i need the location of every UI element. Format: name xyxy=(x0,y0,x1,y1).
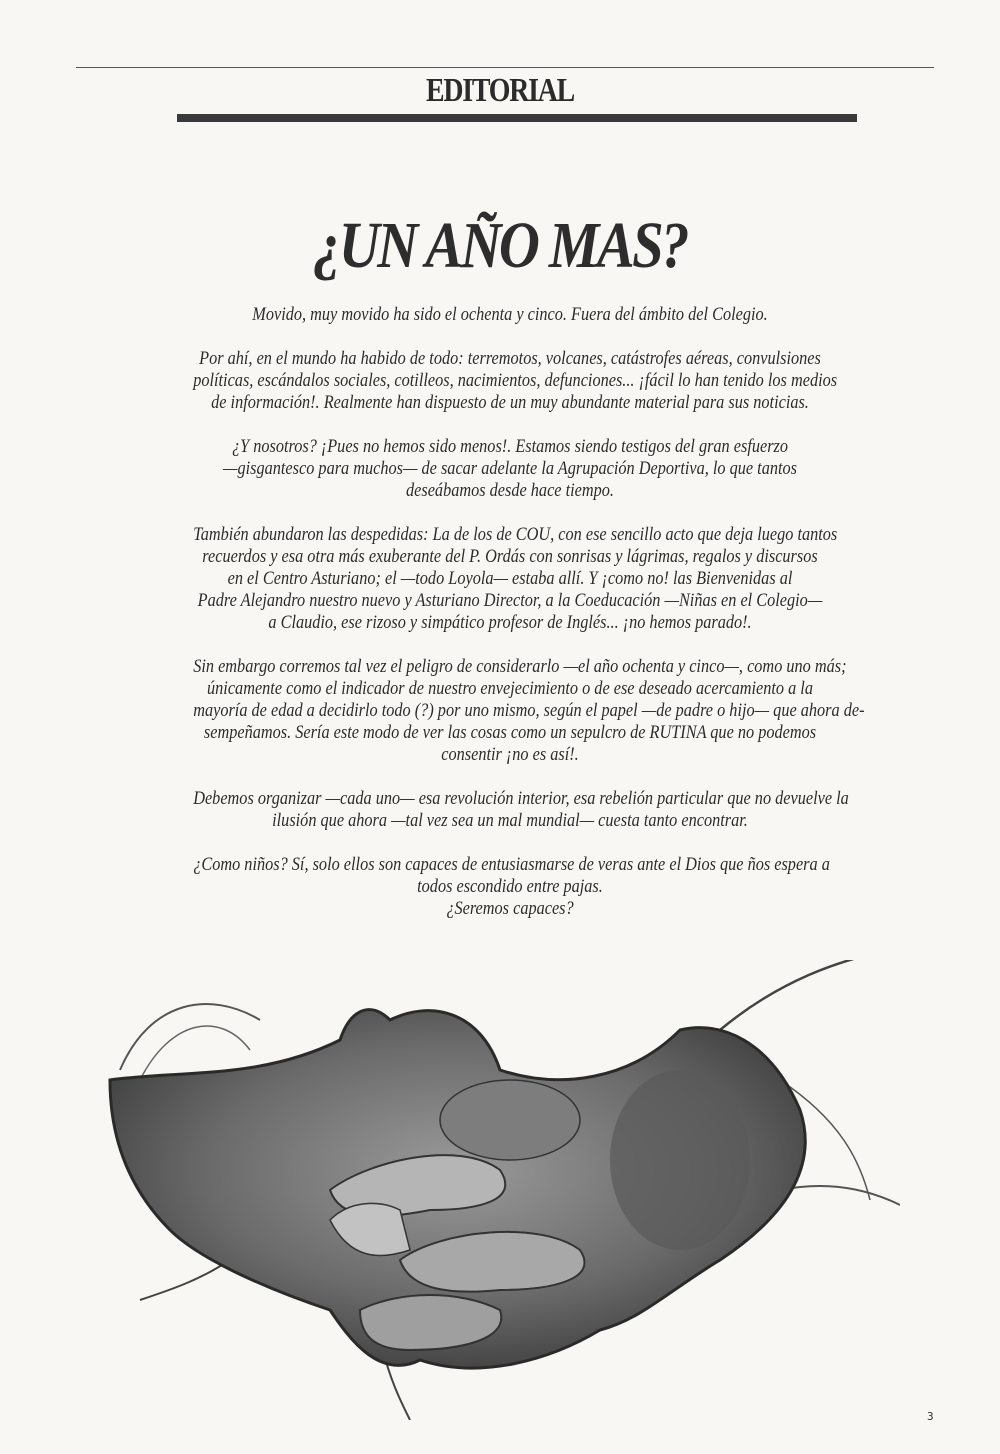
paragraph-4 xyxy=(193,524,838,634)
text-line: deseábamos desde hace tiempo. xyxy=(406,481,614,501)
heading-underline-bar xyxy=(177,114,857,122)
clasped-hands-illustration xyxy=(80,960,900,1420)
text-line: Padre Alejandro nuestro nuevo y Asturiano Director, a la Coeducación —Niñas en el Colegio— xyxy=(197,591,823,611)
text-line: —gisgantesco para muchos— de sacar adelante la Agrupación Deportiva, lo que tantos xyxy=(223,459,797,479)
text-line: consentir ¡no es así!. xyxy=(441,745,579,765)
text-line: ¿Seremos capaces? xyxy=(446,899,574,919)
paragraph-1 xyxy=(193,304,827,326)
article-body xyxy=(150,304,870,942)
hands-drawing-icon xyxy=(80,960,900,1420)
paragraph-2 xyxy=(193,348,838,414)
paragraph-7 xyxy=(193,854,830,920)
paragraph-3 xyxy=(193,436,827,502)
text-line: Movido, muy movido ha sido el ochenta y cinco. Fuera del ámbito del Colegio. xyxy=(252,305,768,325)
text-line: sempeñamos. Sería este modo de ver las cosas como un sepulcro de RUTINA que no podemos xyxy=(203,723,817,743)
text-line: Por ahí, en el mundo ha habido de todo: terremotos, volcanes, catástrofes aéreas, convulsiones xyxy=(199,349,821,369)
text-line: todos escondido entre pajas. xyxy=(417,877,603,897)
text-line: ¿Como niños? Sí, solo ellos son capaces de entusiasmarse de veras ante el Dios que ños espera a xyxy=(193,855,830,875)
text-line: recuerdos y esa otra más exuberante del P. Ordás con sonrisas y lágrimas, regalos y discursos xyxy=(202,547,818,567)
section-heading: EDITORIAL xyxy=(425,72,575,109)
text-line: políticas, escándalos sociales, cotilleos, nacimientos, defunciones... ¡fácil lo han tenido los medios xyxy=(193,371,838,391)
text-line: de información!. Realmente han dispuesto de un muy abundante material para sus noticias. xyxy=(211,393,809,413)
paragraph-5 xyxy=(193,656,865,766)
text-line: Debemos organizar —cada uno— esa revolución interior, esa rebelión particular que no devuelve la xyxy=(193,789,849,809)
text-line: ¿Y nosotros? ¡Pues no hemos sido menos!. Estamos siendo testigos del gran esfuerzo xyxy=(231,437,789,457)
text-line: También abundaron las despedidas: La de los de COU, con ese sencillo acto que deja luego tantos xyxy=(193,525,838,545)
page-number: 3 xyxy=(927,1410,934,1423)
text-line: ilusión que ahora —tal vez sea un mal mundial— cuesta tanto encontrar. xyxy=(272,811,748,831)
text-line: mayoría de edad a decidirlo todo (?) por uno mismo, según el papel —de padre o hijo— que ahora de- xyxy=(193,701,865,721)
text-line: en el Centro Asturiano; el —todo Loyola— estaba allí. Y ¡como no! las Bienvenidas al xyxy=(227,569,793,589)
text-line: Sin embargo corremos tal vez el peligro de considerarlo —el año ochenta y cinco—, como uno más; xyxy=(193,657,847,677)
top-rule xyxy=(76,67,934,68)
text-line: a Claudio, ese rizoso y simpático profesor de Inglés... ¡no hemos parado!. xyxy=(268,613,752,633)
text-line: únicamente como el indicador de nuestro envejecimiento o de ese deseado acercamiento a la xyxy=(207,679,813,699)
article-title: ¿UN AÑO MAS? xyxy=(313,209,687,282)
paragraph-6 xyxy=(193,788,849,832)
